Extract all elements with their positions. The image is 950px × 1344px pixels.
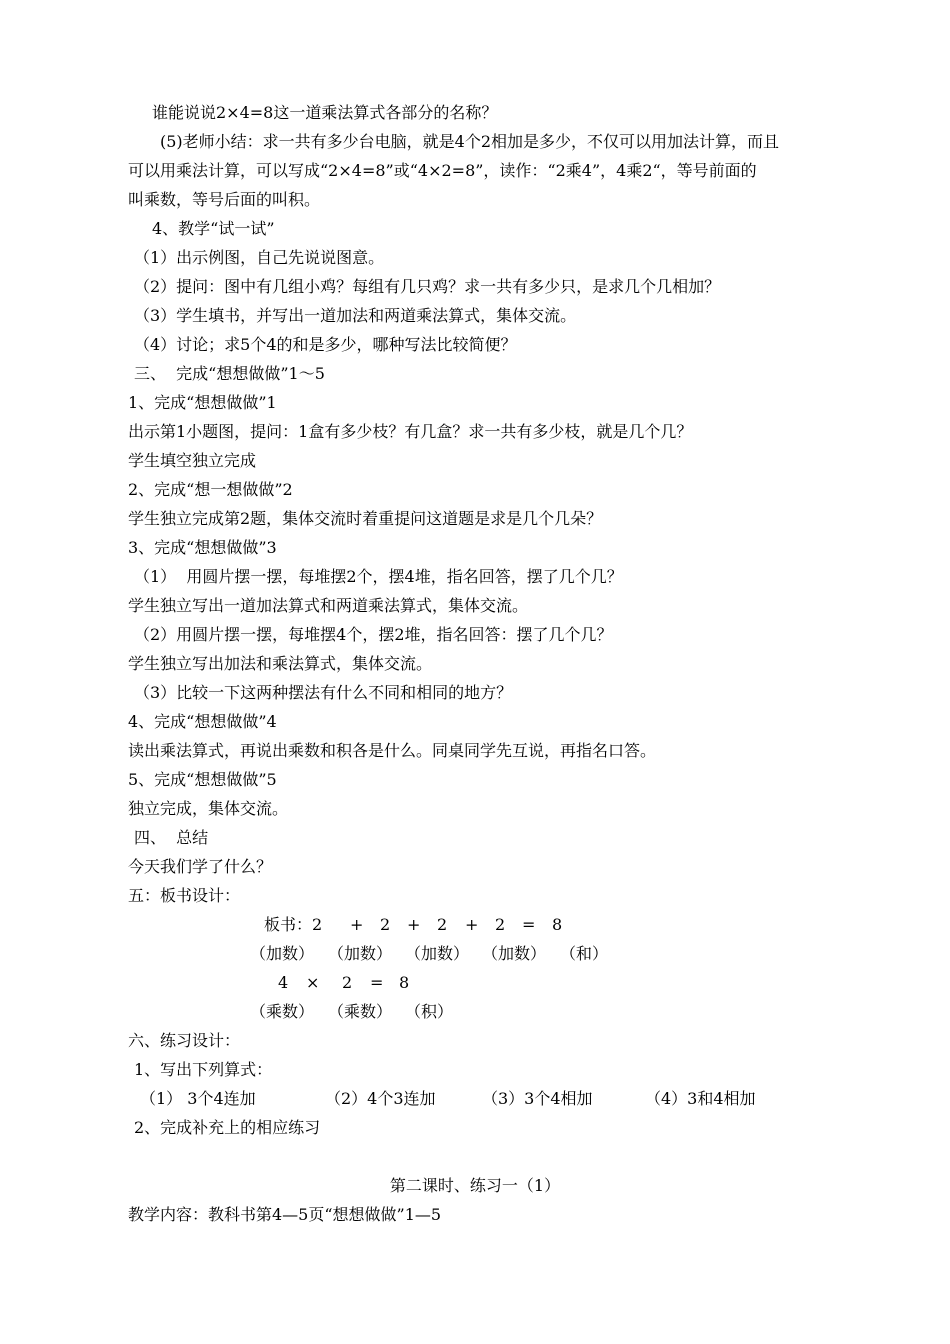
exercise-option: （2）4个3连加 — [325, 1089, 436, 1108]
text-line: 学生独立写出加法和乘法算式，集体交流。 — [128, 654, 433, 673]
section-heading: 4、教学“试一试” — [152, 219, 275, 238]
board-cell: （乘数） — [328, 1002, 393, 1021]
text-line: 谁能说说2×4=8这一道乘法算式各部分的名称？ — [152, 103, 498, 122]
board-cell: 板书：2 — [264, 915, 323, 934]
text-line: 出示第1小题图，提问：1盒有多少枝？有几盒？求一共有多少枝，就是几个几？ — [128, 422, 693, 441]
text-line: 1、完成“想想做做”1 — [128, 393, 277, 412]
text-line: 读出乘法算式，再说出乘数和积各是什么。同桌同学先互说，再指名口答。 — [128, 741, 657, 760]
board-cell: 2 — [437, 915, 448, 934]
text-line: 1、写出下列算式： — [134, 1060, 273, 1079]
text-line: （3）学生填书，并写出一道加法和两道乘法算式，集体交流。 — [134, 306, 577, 325]
text-line: （2）用圆片摆一摆，每堆摆4个，摆2堆，指名回答：摆了几个几？ — [134, 625, 613, 644]
text-line: （2）提问：图中有几组小鸡？每组有几只鸡？求一共有多少只，是求几个几相加？ — [134, 277, 721, 296]
text-line: 5、完成“想想做做”5 — [128, 770, 277, 789]
board-cell: （乘数） — [250, 1002, 315, 1021]
text-line: 学生填空独立完成 — [128, 451, 257, 470]
board-cell: 8 — [399, 973, 410, 992]
text-line: 学生独立完成第2题，集体交流时着重提问这道题是求是几个几朵？ — [128, 509, 603, 528]
text-line: （1）出示例图，自己先说说图意。 — [134, 248, 385, 267]
exercise-option: （1） 3个4连加 — [140, 1089, 256, 1108]
board-cell: （加数） — [328, 944, 393, 963]
text-line: 2、完成补充上的相应练习 — [134, 1118, 321, 1137]
board-cell: 4 — [278, 973, 289, 992]
board-cell: × — [306, 973, 320, 992]
text-line: 叫乘数，等号后面的叫积。 — [128, 190, 321, 209]
board-cell: （积） — [405, 1002, 454, 1021]
board-cell: + — [350, 915, 364, 934]
board-cell: + — [407, 915, 421, 934]
board-cell: （和） — [560, 944, 609, 963]
text-line: (5)老师小结：求一共有多少台电脑，就是4个2相加是多少，不仅可以用加法计算，而且 — [160, 132, 780, 151]
section-heading: 五：板书设计： — [128, 886, 241, 905]
board-cell: 2 — [380, 915, 391, 934]
text-line: 独立完成，集体交流。 — [128, 799, 289, 818]
text-line: 4、完成“想想做做”4 — [128, 712, 277, 731]
lesson-title: 第二课时、练习一（1） — [389, 1176, 561, 1195]
lesson-content: 教学内容：教科书第4—5页“想想做做”1—5 — [128, 1205, 442, 1224]
text-line: 学生独立写出一道加法算式和两道乘法算式，集体交流。 — [128, 596, 529, 615]
exercise-option: （4）3和4相加 — [645, 1089, 756, 1108]
board-cell: = — [370, 973, 384, 992]
board-cell: 8 — [552, 915, 563, 934]
text-line: 3、完成“想想做做”3 — [128, 538, 277, 557]
section-heading: 六、练习设计： — [128, 1031, 241, 1050]
text-line: 今天我们学了什么？ — [128, 857, 273, 876]
board-cell: 2 — [495, 915, 506, 934]
text-line: （3）比较一下这两种摆法有什么不同和相同的地方？ — [134, 683, 513, 702]
board-cell: + — [465, 915, 479, 934]
board-cell: （加数） — [482, 944, 547, 963]
text-line: 可以用乘法计算，可以写成“2×4=8”或“4×2=8”，读作：“2乘4”，4乘2“，等号前面的 — [128, 161, 757, 180]
board-cell: （加数） — [405, 944, 470, 963]
board-cell: = — [522, 915, 536, 934]
exercise-option: （3）3个4相加 — [482, 1089, 593, 1108]
section-heading: 四、 总结 — [134, 828, 209, 847]
text-line: （1） 用圆片摆一摆，每堆摆2个，摆4堆，指名回答，摆了几个几？ — [134, 567, 623, 586]
section-heading: 三、 完成“想想做做”1～5 — [134, 364, 325, 383]
board-cell: 2 — [342, 973, 353, 992]
text-line: 2、完成“想一想做做”2 — [128, 480, 293, 499]
text-line: （4）讨论；求5个4的和是多少，哪种写法比较简便？ — [134, 335, 517, 354]
board-cell: （加数） — [250, 944, 315, 963]
